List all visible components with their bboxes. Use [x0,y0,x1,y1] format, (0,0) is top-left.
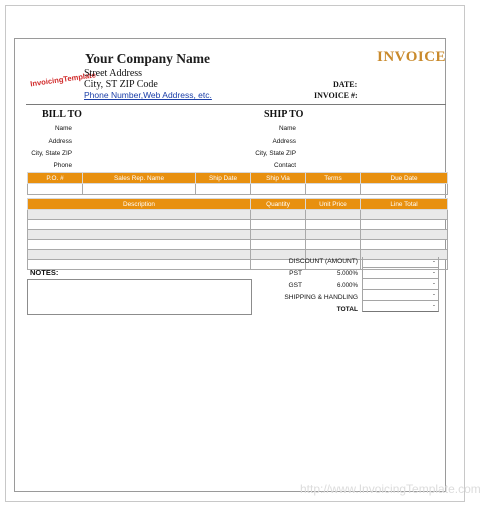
due-date-header: Due Date [361,173,448,184]
bill-to-name-label: Name [54,125,72,132]
line-total-cell[interactable] [361,220,448,230]
shipping-value-box[interactable] [362,290,439,301]
discount-value-box[interactable] [362,257,439,268]
description-cell[interactable] [28,230,251,240]
terms-header: Terms [306,173,361,184]
gst-rate: 6.000% [337,282,358,289]
notes-box[interactable] [27,279,252,315]
ship-to-contact-label: Contact [273,162,296,169]
quantity-cell[interactable] [251,230,306,240]
gst-value: - [432,280,435,287]
ship-to-city-label: City, State ZIP [255,150,296,157]
svg-text:InvoicingTemplate: InvoicingTemplate [29,70,97,89]
shipping-value: - [432,291,435,298]
gst-label: GST [288,282,302,289]
po-number-header: P.O. # [28,173,83,184]
table-row [28,240,448,250]
unit-price-cell[interactable] [306,240,361,250]
bill-to-city-label: City, State ZIP [31,150,72,157]
bill-to-title: BILL TO [42,109,82,120]
invoice-number-label: INVOICE #: [314,91,358,100]
order-info-table [27,172,448,195]
gst-value-box[interactable] [362,279,439,290]
unit-price-cell[interactable] [306,220,361,230]
ship-via-header: Ship Via [251,173,306,184]
description-cell[interactable] [28,210,251,220]
pst-rate: 5.000% [337,270,358,277]
quantity-header: Quantity [251,199,306,210]
pst-value-box[interactable] [362,268,439,279]
line-total-cell[interactable] [361,240,448,250]
table-row [28,210,448,220]
company-contact-link[interactable]: Phone Number,Web Address, etc. [84,90,212,100]
notes-label: NOTES: [30,268,59,277]
line-total-cell[interactable] [361,230,448,240]
ship-to-title: SHIP TO [264,109,304,120]
description-cell[interactable] [28,220,251,230]
sales-rep-cell[interactable] [83,184,196,195]
table-row [28,220,448,230]
shipping-label: SHIPPING & HANDLING [284,294,358,301]
sales-rep-header: Sales Rep. Name [83,173,196,184]
table-row [28,230,448,240]
pst-value: - [432,269,435,276]
ship-date-header: Ship Date [196,173,251,184]
description-cell[interactable] [28,250,251,260]
quantity-cell[interactable] [251,220,306,230]
company-name: Your Company Name [85,51,211,66]
watermark: http://www.InvoicingTemplate.com [300,482,481,496]
line-total-header: Line Total [361,199,448,210]
ship-to-name-label: Name [278,125,296,132]
description-cell[interactable] [28,240,251,250]
company-city: City, ST ZIP Code [84,79,158,90]
total-value: - [432,302,435,309]
quantity-cell[interactable] [251,240,306,250]
date-label: DATE: [333,80,358,89]
ship-to-address-label: Address [272,138,296,145]
unit-price-cell[interactable] [306,230,361,240]
pst-label: PST [289,270,302,277]
company-street: Street Address [84,68,143,79]
terms-cell[interactable] [306,184,361,195]
discount-label: DISCOUNT (AMOUNT) [288,258,358,265]
total-label: TOTAL [336,306,358,313]
header-divider [26,104,446,105]
unit-price-header: Unit Price [306,199,361,210]
ship-via-cell[interactable] [251,184,306,195]
unit-price-cell[interactable] [306,210,361,220]
bill-to-address-label: Address [48,138,72,145]
ship-date-cell[interactable] [196,184,251,195]
company-logo [29,62,97,98]
discount-value: - [432,258,435,265]
po-number-cell[interactable] [28,184,83,195]
bill-to-phone-label: Phone [53,162,72,169]
quantity-cell[interactable] [251,210,306,220]
total-value-box[interactable] [362,301,439,312]
description-header: Description [28,199,251,210]
due-date-cell[interactable] [361,184,448,195]
description-cell[interactable] [28,260,251,270]
invoice-title: INVOICE [377,49,447,65]
line-total-cell[interactable] [361,210,448,220]
